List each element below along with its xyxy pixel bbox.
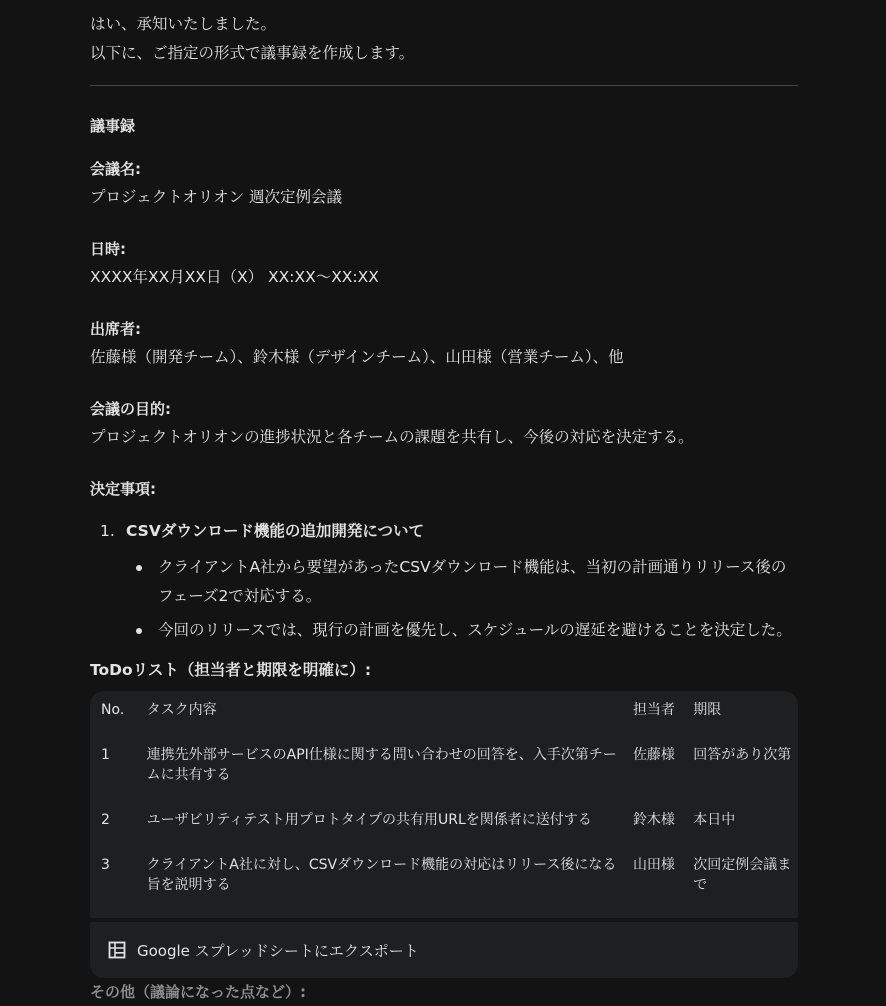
decision-title: CSVダウンロード機能の追加開発について [126, 522, 425, 540]
cell-no: 2 [101, 812, 110, 828]
attendees-label: 出席者: [90, 320, 141, 338]
header-no: No. [101, 702, 125, 718]
minutes-heading: 議事録 [90, 117, 136, 135]
datetime-label: 日時: [90, 240, 126, 258]
cell-due: 本日中 [693, 812, 736, 828]
export-bar [90, 918, 798, 978]
bullet-dot [136, 565, 142, 571]
purpose-value: プロジェクトオリオンの進捗状況と各チームの課題を共有し、今後の対応を決定する。 [90, 428, 694, 446]
decision-bullet [126, 616, 798, 645]
header-due: 期限 [693, 702, 722, 718]
datetime-value: XXXX年XX月XX日（X） XX:XX～XX:XX [90, 268, 379, 286]
cell-task: 連携先外部サービスのAPI仕様に関する問い合わせの回答を、入手次第チームに共有する [146, 747, 617, 783]
bullet-dot [136, 628, 142, 634]
decision-bullet-text: クライアントA社から要望があったCSVダウンロード機能は、当初の計画通りリリース後のフェーズ2で対応する。 [158, 558, 787, 605]
table-row [90, 801, 798, 846]
todo-table-card [90, 691, 798, 978]
cell-task: クライアントA社に対し、CSVダウンロード機能の対応はリリース後になる旨を説明する [146, 857, 617, 893]
cell-due: 次回定例会議まで [693, 857, 792, 893]
cell-no: 3 [101, 857, 110, 873]
todo-table-scroll[interactable] [90, 691, 798, 914]
meeting-name-value: プロジェクトオリオン 週次定例会議 [90, 188, 342, 206]
cell-task: ユーザビリティテスト用プロトタイプの共有用URLを関係者に送付する [146, 812, 592, 828]
export-button-label: Google スプレッドシートにエクスポート [137, 941, 419, 960]
other-heading: その他（議論になった点など）: [90, 983, 307, 1001]
decision-bullet [126, 553, 798, 611]
cell-due: 回答があり次第 [693, 747, 792, 763]
decision-item [90, 521, 798, 645]
meeting-name-field [90, 159, 798, 207]
purpose-field [90, 399, 798, 447]
cell-owner: 山田様 [632, 857, 675, 873]
todo-table [90, 691, 798, 911]
divider [90, 85, 798, 86]
decision-bullet-text: 今回のリリースでは、現行の計画を優先し、スケジュールの遅延を避けることを決定した。 [158, 621, 792, 639]
decision-bullets [126, 553, 798, 645]
decisions-field [90, 479, 798, 645]
intro-line-1: はい、承知いたしました。 [90, 15, 277, 33]
cell-owner: 佐藤様 [632, 747, 675, 763]
attendees-field [90, 319, 798, 367]
header-owner: 担当者 [632, 702, 675, 718]
todo-heading: ToDoリスト（担当者と期限を明確に）: [90, 661, 372, 679]
decisions-list [90, 521, 798, 645]
meeting-name-label: 会議名: [90, 160, 141, 178]
cell-owner: 鈴木様 [632, 812, 675, 828]
decisions-label: 決定事項: [90, 480, 156, 498]
table-header-row [90, 691, 798, 736]
intro-line-2: 以下に、ご指定の形式で議事録を作成します。 [90, 44, 415, 62]
purpose-label: 会議の目的: [90, 400, 171, 418]
cell-no: 1 [101, 747, 110, 763]
table-row [90, 846, 798, 911]
table-row [90, 736, 798, 801]
datetime-field [90, 239, 798, 287]
response-content [90, 10, 798, 680]
attendees-value: 佐藤様（開発チーム）、鈴木様（デザインチーム）、山田様（営業チーム）、他 [90, 348, 624, 366]
decision-number: 1. [100, 522, 115, 540]
table-grid-icon [108, 941, 126, 959]
export-sheets-button[interactable] [108, 940, 419, 961]
header-task: タスク内容 [146, 702, 217, 718]
